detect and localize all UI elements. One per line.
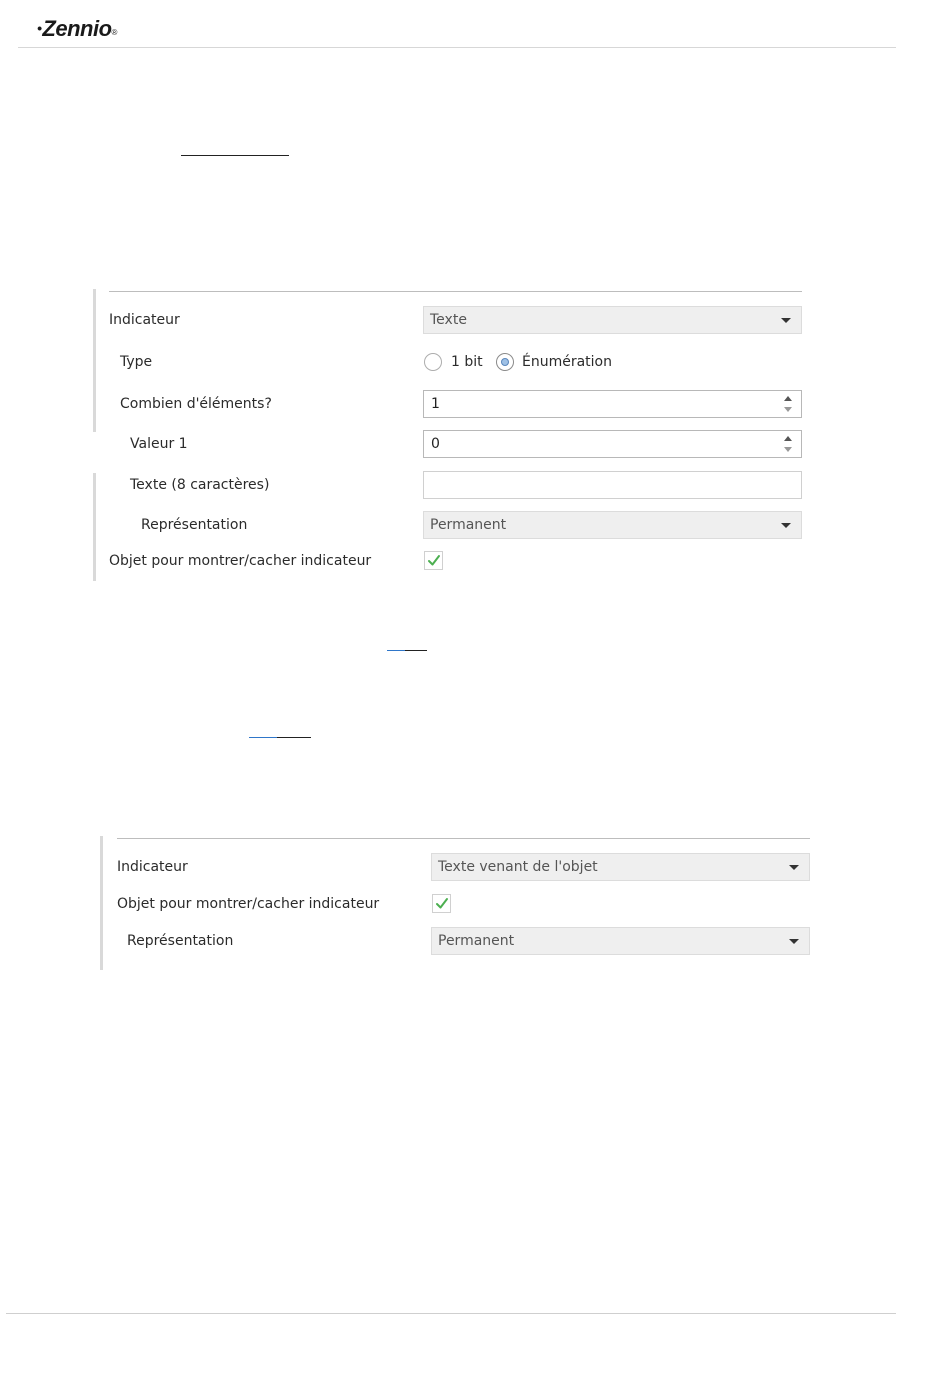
footer-divider (6, 1313, 896, 1314)
logo-mark: • (37, 20, 42, 36)
object-checkbox[interactable] (432, 894, 451, 913)
stepper-down-icon[interactable] (784, 447, 792, 452)
panel-indent-bar (93, 289, 96, 432)
indicator-select-value: Texte venant de l'objet (438, 859, 598, 875)
representation-label: Représentation (141, 517, 248, 533)
underline-mark (181, 155, 289, 156)
checkmark-icon (427, 554, 441, 567)
logo-text: Zennio (42, 16, 112, 41)
indicator-select[interactable] (423, 306, 802, 334)
logo-reg: ® (111, 28, 117, 37)
header-divider (18, 47, 896, 48)
panel-divider (109, 291, 802, 292)
representation-select[interactable] (423, 511, 802, 539)
underline-mark-link (387, 650, 427, 651)
stepper-up-icon[interactable] (784, 436, 792, 441)
representation-select-value: Permanent (438, 933, 515, 949)
checkmark-icon (435, 897, 449, 910)
indicator-select[interactable] (431, 853, 810, 881)
panel-indent-bar (100, 836, 103, 970)
panel-indent-bar (93, 473, 96, 581)
representation-label: Représentation (127, 933, 234, 949)
chevron-down-icon (789, 865, 799, 870)
chevron-down-icon (781, 318, 791, 323)
panel-divider (117, 838, 810, 839)
radio-1bit[interactable] (424, 353, 442, 371)
object-label: Objet pour montrer/cacher indicateur (117, 896, 380, 912)
text-label: Texte (8 caractères) (130, 477, 270, 493)
chevron-down-icon (789, 939, 799, 944)
representation-select[interactable] (431, 927, 810, 955)
radio-enumeration-label: Énumération (522, 354, 612, 370)
value1-stepper[interactable] (423, 430, 802, 458)
value1-label: Valeur 1 (130, 436, 188, 452)
count-value: 1 (431, 396, 440, 412)
radio-enumeration[interactable] (496, 353, 514, 371)
stepper-down-icon[interactable] (784, 407, 792, 412)
indicator-label: Indicateur (109, 312, 180, 328)
object-checkbox[interactable] (424, 551, 443, 570)
count-stepper[interactable] (423, 390, 802, 418)
indicator-label: Indicateur (117, 859, 188, 875)
chevron-down-icon (781, 523, 791, 528)
underline-mark-link (249, 737, 311, 738)
stepper-up-icon[interactable] (784, 396, 792, 401)
text-input[interactable] (423, 471, 802, 499)
count-label: Combien d'éléments? (120, 396, 272, 412)
representation-select-value: Permanent (430, 517, 507, 533)
radio-1bit-label: 1 bit (451, 354, 483, 370)
zennio-logo (37, 16, 117, 42)
indicator-select-value: Texte (430, 312, 467, 328)
type-label: Type (120, 354, 153, 370)
value1-value: 0 (431, 436, 440, 452)
object-label: Objet pour montrer/cacher indicateur (109, 553, 372, 569)
